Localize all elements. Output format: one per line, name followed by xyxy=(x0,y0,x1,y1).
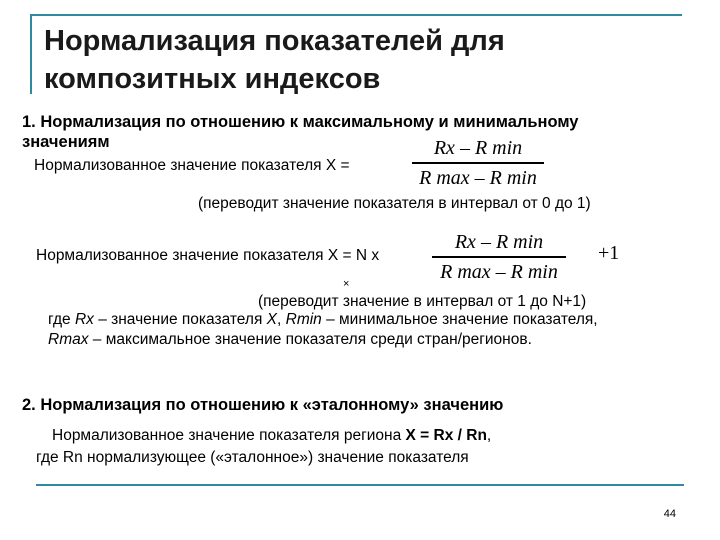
top-accent-line xyxy=(30,14,682,16)
formula1-numerator: Rx – R min xyxy=(433,137,523,159)
where-text: – минимальное значение показателя, xyxy=(321,311,598,328)
section2-heading: 2. Нормализация по отношению к «эталонному» значению xyxy=(22,396,504,414)
section2-line1-text: Нормализованное значение показателя региона xyxy=(52,427,406,444)
fraction-bar xyxy=(412,162,544,164)
formula1-fraction xyxy=(412,136,544,190)
multiply-mark: × xyxy=(343,278,350,290)
interval2-note: (переводит значение в интервал от 1 до N+1) xyxy=(258,293,587,310)
section2-formula: Х = Rx / Rn xyxy=(405,427,487,444)
plus-one: +1 xyxy=(598,242,620,264)
where-explanation xyxy=(48,310,608,350)
x-symbol: X xyxy=(266,311,277,328)
formula1-label: Нормализованное значение показателя Х = xyxy=(34,157,350,174)
where-text: – значение показателя xyxy=(93,311,267,328)
fraction-bar xyxy=(432,256,566,258)
interval1-note: (переводит значение показателя в интервал от 0 до 1) xyxy=(198,195,591,212)
slide-title: Нормализация показателей для композитных индексов xyxy=(44,25,505,95)
left-accent-line xyxy=(30,14,32,94)
formula2-denominator: R max – R min xyxy=(440,260,558,283)
formula2-numerator: Rx – R min xyxy=(454,231,544,253)
where-text: – максимальное значение показателя среди стран/регионов. xyxy=(88,331,532,348)
page-number: 44 xyxy=(663,508,676,520)
section2-line1-end: , xyxy=(486,427,492,444)
rx-symbol: Rx xyxy=(74,311,94,328)
formula2-label: Нормализованное значение показателя Х = N х xyxy=(36,247,380,264)
where-text: , xyxy=(277,311,286,328)
rmin-symbol: Rmin xyxy=(285,311,322,328)
formula2-fraction xyxy=(432,230,566,284)
section2-line2: где Rn нормализующее («эталонное») значение показателя xyxy=(36,449,469,466)
rmax-symbol: Rmax xyxy=(48,331,89,348)
formula1-denominator: R max – R min xyxy=(419,166,537,189)
bottom-accent-line xyxy=(36,484,684,486)
where-text: где xyxy=(48,311,75,328)
section2-line1 xyxy=(52,426,491,446)
section1-heading: 1. Нормализация по отношению к максимальному и минимальному значениям xyxy=(22,113,579,151)
